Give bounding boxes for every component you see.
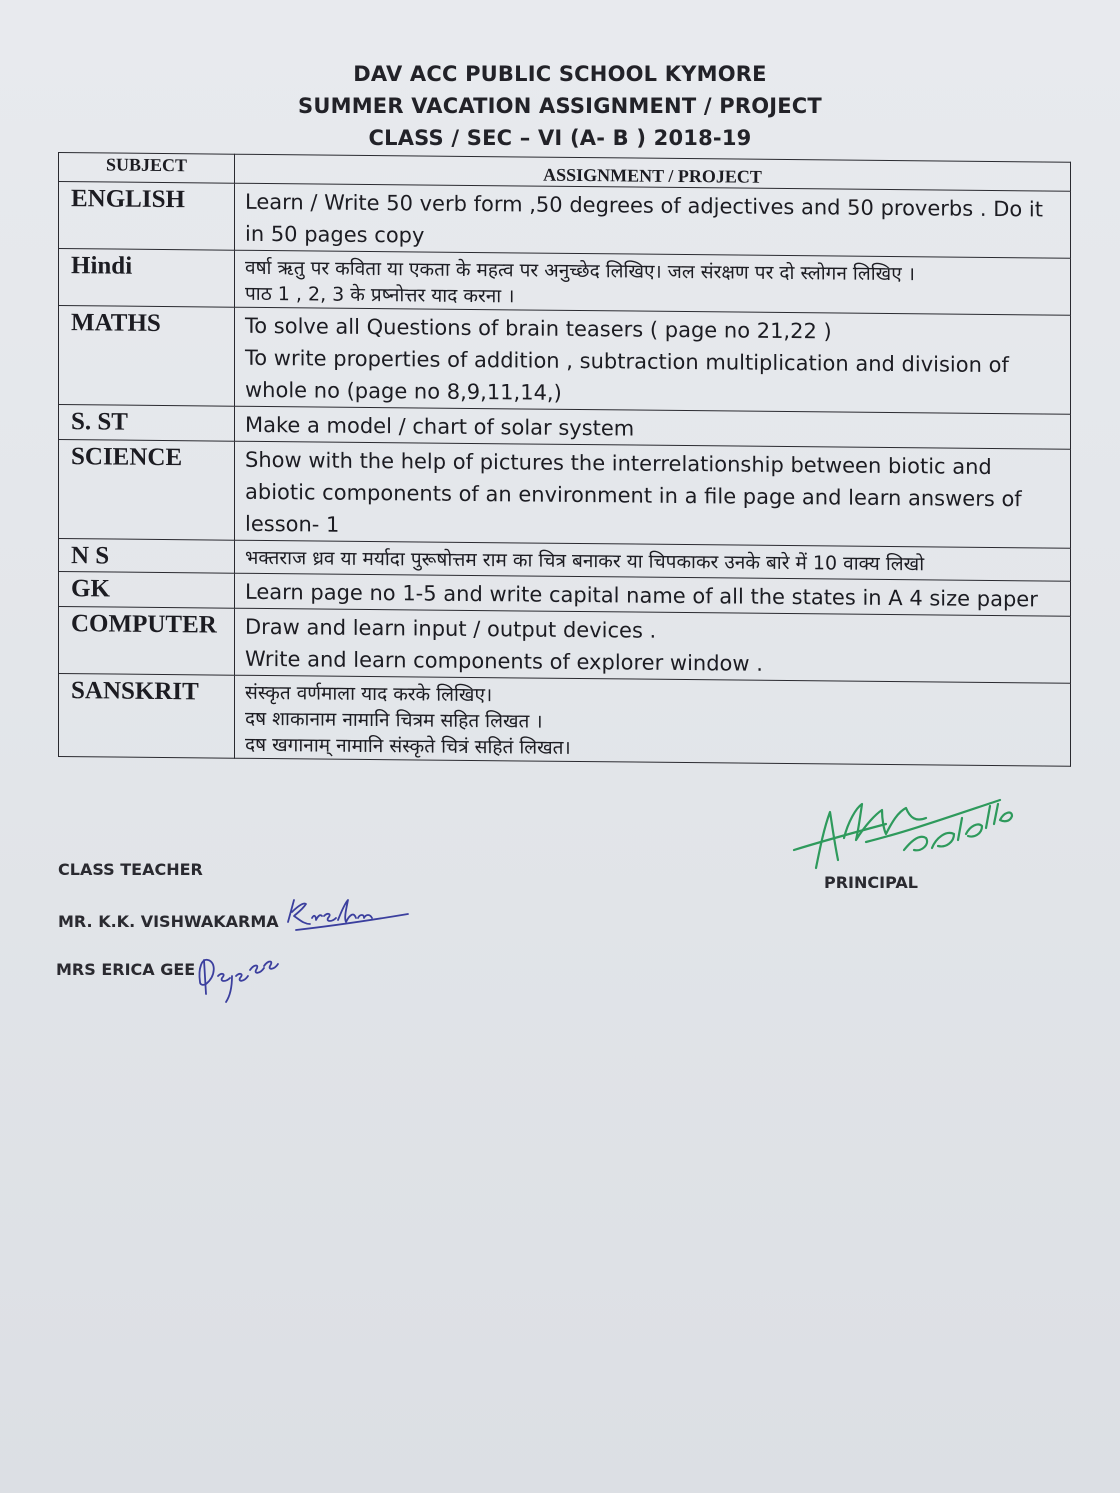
table-body [59,182,1071,767]
subject-cell: S. ST [59,405,235,442]
teacher-name-1: MR. K.K. VISHWAKARMA [58,912,279,931]
assignment-line: भक्तराज ध्रव या मर्यादा पुरूषोत्तम राम का चित्र बनाकर या चिपकाकर उनके बारे में 10 वाक्य लिखो [245,546,925,576]
column-header-assignment: ASSIGNMENT / PROJECT [235,154,1071,191]
assignment-line: पाठ 1 , 2, 3 के प्रष्नोत्तर याद करना । [245,282,515,308]
assignment-line: वर्षा ऋतु पर कविता या एकता के महत्व पर अनुच्छेद लिखिए। जल संरक्षण पर दो स्लोगन लिखिए । [245,256,915,286]
assignment-line: Show with the help of pictures the interrelationship between biotic and abiotic components of an environment in a file page and learn answers of lesson- 1 [245,447,1022,537]
assignment-table [58,152,1071,767]
assignment-cell [235,183,1071,258]
assignment-line: Learn page no 1-5 and write capital name of all the states in A 4 size paper [245,579,1038,612]
table-row [59,182,1071,259]
assignment-cell [235,307,1071,414]
principal-label: PRINCIPAL [824,873,918,892]
principal-signature [786,778,1016,878]
assignment-title: SUMMER VACATION ASSIGNMENT / PROJECT [298,94,822,118]
assignment-cell [235,250,1071,315]
assignment-cell [235,608,1071,683]
table-row [59,440,1071,549]
assignment-cell [235,675,1071,766]
assignment-line: Write and learn components of explorer window . [245,646,763,676]
column-header-subject: SUBJECT [59,153,235,184]
assignment-line: दष खगानाम् नामानि संस्कृते चित्रं सहितं लिखत। [245,733,571,759]
assignment-line: To solve all Questions of brain teasers ( page no 21,22 ) [245,313,832,344]
table-row [59,306,1071,415]
assignment-line: Draw and learn input / output devices . [245,614,657,643]
assignment-line: दष शाकानाम नामानि चित्रम सहित लिखत । [245,707,543,733]
subject-cell: SCIENCE [59,440,235,541]
assignment-line: संस्कृत वर्णमाला याद करके लिखिए। [245,681,493,707]
subject-cell: ENGLISH [59,182,235,251]
subject-cell: GK [59,572,235,609]
class-section: CLASS / SEC – VI (A- B ) 2018-19 [368,126,752,150]
table-row [59,674,1071,767]
subject-cell: MATHS [59,306,235,407]
assignment-line: Make a model / chart of solar system [245,412,635,441]
teacher-name-2: MRS ERICA GEE [56,960,196,979]
assignment-cell [235,441,1071,548]
teacher-2-signature [190,946,280,1006]
subject-cell: COMPUTER [59,607,235,676]
school-name: DAV ACC PUBLIC SCHOOL KYMORE [353,62,767,86]
assignment-line: Learn / Write 50 verb form ,50 degrees of adjectives and 50 proverbs . Do it in 50 pages copy [245,189,1043,248]
class-teacher-label: CLASS TEACHER [58,860,203,879]
subject-cell: N S [59,539,235,574]
table-row [59,249,1071,316]
assignment-line: To write properties of addition , subtraction multiplication and division of whole no (page no 8,9,11,14,) [245,345,1009,405]
table-row [59,607,1071,684]
teacher-1-signature [282,892,412,936]
subject-cell: SANSKRIT [59,674,235,759]
subject-cell: Hindi [59,249,235,308]
